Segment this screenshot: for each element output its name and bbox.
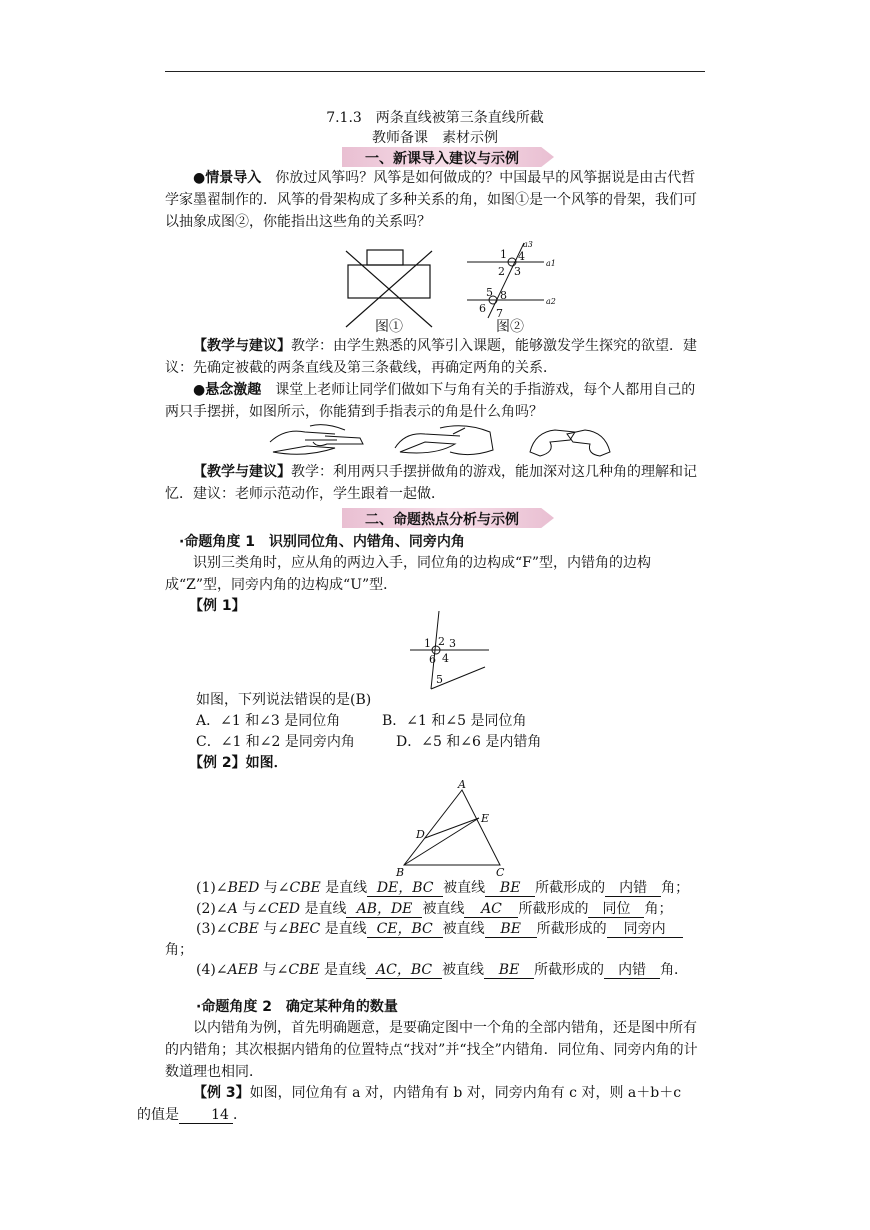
example-1-option-a: A．∠1 和∠3 是同位角 — [196, 713, 341, 729]
fig2-label-6: 6 — [479, 302, 486, 315]
example-3-paragraph: 【例 3】如图，同位角有 a 对，内错角有 b 对，同旁内角有 c 对，则 a＋b＋c 的值是 14 ． — [137, 1085, 682, 1123]
topic-2-title: ·命题角度 2 确定某种角的数量 — [196, 999, 398, 1015]
banner-new-lesson: 一、新课导入建议与示例 — [342, 147, 554, 167]
header-rule — [165, 71, 705, 72]
example-2-label: 【例 2】如图． — [189, 755, 288, 771]
section-title: 7.1.3 两条直线被第三条直线所截 — [326, 110, 544, 126]
example-1-label: 【例 1】 — [189, 598, 246, 614]
fig2-label-2: 2 — [498, 265, 505, 278]
section-subtitle: 教师备课 素材示例 — [372, 130, 498, 146]
answer-blank: CE，BC — [367, 921, 443, 938]
answer-blank: AC — [464, 901, 518, 918]
answer-blank: 内错 — [604, 962, 660, 979]
example-1-option-c: C．∠1 和∠2 是同旁内角 — [196, 734, 355, 750]
fig2-label-8: 8 — [500, 289, 507, 302]
fig2-label-a2: a2 — [546, 297, 556, 306]
example-2-line-3: (3)∠CBE 与∠BEC 是直线 CE，BC 被直线 BE 所截形成的 同旁内 — [196, 918, 683, 938]
hand-gesture-illustrations — [265, 422, 615, 462]
hand-pair-3 — [530, 430, 610, 456]
fig2-label-3: 3 — [514, 265, 521, 278]
answer-blank: BE — [484, 962, 534, 979]
topic-1-text: 识别三类角时，应从角的两边入手，同位角的边构成“F”型，内错角的边构成“Z”型，同旁内角的边构成“U”型． — [165, 555, 652, 593]
ex2-vertex-c: C — [496, 866, 505, 879]
answer-blank: AB，DE — [346, 901, 422, 918]
fig2-label-a1: a1 — [546, 259, 556, 268]
fig2-label-a3: a3 — [523, 240, 533, 249]
ex2-vertex-d: D — [416, 828, 425, 841]
answer-blank: AC，BC — [366, 962, 442, 979]
banner-hot-topics: 二、命题热点分析与示例 — [342, 508, 554, 528]
example-1-question: 如图，下列说法错误的是(B) — [196, 692, 372, 708]
parallel-lines-figure-2 — [462, 238, 562, 320]
example-2-triangle-figure — [392, 780, 517, 880]
topic-2-text: 以内错角为例，首先明确题意，是要确定图中一个角的全部内错角，还是图中所有的内错角；其次根据内错角的位置特点“找对”并“找全”内错角．同位角、同旁内角的计数道理也相同． — [165, 1020, 698, 1080]
ex1-label-1: 1 — [424, 637, 431, 650]
fig2-label-7: 7 — [496, 307, 503, 320]
example-1-figure — [405, 607, 495, 692]
fig2-label-4: 4 — [518, 250, 525, 263]
fig2-label-1: 1 — [500, 248, 507, 261]
ex1-label-3: 3 — [449, 637, 456, 650]
topic-1-title: ·命题角度 1 识别同位角、内错角、同旁内角 — [179, 534, 465, 550]
example-2-line-3-end: 角； — [165, 942, 193, 958]
answer-blank: DE，BC — [367, 880, 443, 897]
ex1-label-5: 5 — [436, 673, 443, 686]
answer-blank: BE — [485, 880, 535, 897]
ex2-vertex-b: B — [396, 866, 405, 879]
answer-blank: 14 — [179, 1107, 233, 1124]
ex1-label-6: 6 — [429, 653, 436, 666]
example-2-line-1: (1)∠BED 与∠CBE 是直线 DE，BC 被直线 BE 所截形成的 内错 角； — [196, 880, 690, 896]
advice-paragraph-2: 【教学与建议】教学：利用两只手摆拼做角的游戏，能加深对这几种角的理解和记忆．建议：老师示范动作，学生跟着一起做． — [165, 464, 697, 502]
example-1-option-d: D．∠5 和∠6 是内错角 — [396, 734, 542, 750]
fig2-label-5: 5 — [486, 286, 493, 299]
advice-paragraph-1: 【教学与建议】教学：由学生熟悉的风筝引入课题，能够激发学生探究的欲望．建议：先确定被截的两条直线及第三条截线，再确定两角的关系． — [165, 338, 697, 376]
answer-blank: 内错 — [605, 880, 661, 897]
figure-2-caption: 图② — [496, 319, 524, 335]
ex1-label-2: 2 — [438, 635, 445, 648]
answer-blank: BE — [485, 921, 537, 938]
scene-paragraph: ●情景导入 你放过风筝吗？风筝是如何做成的？中国最早的风筝据说是由古代哲学家墨翟制作的．风筝的骨架构成了多种关系的角，如图①是一个风筝的骨架，我们可以抽象成图②，你能指出这些角的关系吗？ — [165, 170, 697, 230]
answer-blank: 同位 — [588, 901, 644, 918]
ex2-vertex-e: E — [481, 812, 490, 825]
example-2-line-2: (2)∠A 与∠CED 是直线 AB，DE 被直线 AC 所截形成的 同位 角； — [196, 901, 673, 917]
ex2-vertex-a: A — [458, 780, 466, 791]
hand-pair-1 — [270, 425, 363, 455]
example-1-option-b: B．∠1 和∠5 是同位角 — [382, 713, 527, 729]
answer-blank: 同旁内 — [607, 921, 683, 938]
ex1-label-4: 4 — [442, 652, 449, 665]
example-2-line-4: (4)∠AEB 与∠CBE 是直线 AC，BC 被直线 BE 所截形成的 内错 角． — [196, 962, 689, 978]
hand-pair-2 — [395, 426, 493, 455]
figure-1-caption: 图① — [375, 319, 403, 335]
suspense-paragraph: ●悬念激趣 课堂上老师让同学们做如下与角有关的手指游戏，每个人都用自己的两只手摆拼，如图所示，你能猜到手指表示的角是什么角吗？ — [165, 382, 696, 420]
